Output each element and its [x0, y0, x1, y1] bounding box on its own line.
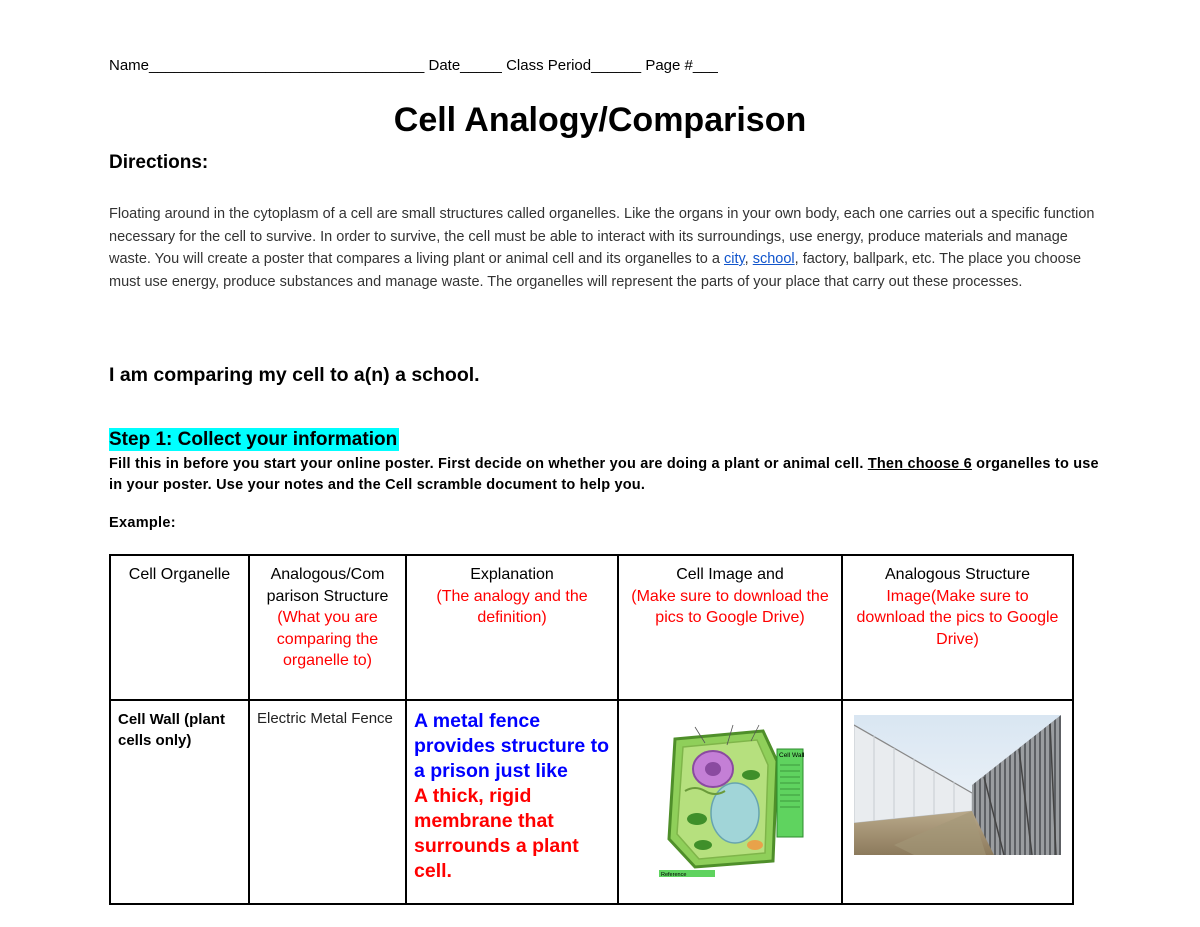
- city-link[interactable]: city: [723, 251, 745, 267]
- step-1-title: Step 1: Collect your information: [109, 429, 398, 450]
- organelle-name: Cell Wall (plant cells only): [118, 711, 225, 749]
- name-field-label: Name_________________________________: [109, 57, 425, 74]
- example-label: Example:: [109, 515, 176, 531]
- header-cell-analogous-image: [842, 555, 1073, 700]
- analogous-image-cell: [842, 700, 1073, 904]
- step-1-instructions: [109, 454, 1099, 496]
- header-note: (Make sure to download the pics to Google Drive): [631, 587, 829, 626]
- student-info-line: [109, 57, 718, 74]
- header-title: Cell Organelle: [128, 566, 231, 583]
- plant-cell-image: [655, 721, 805, 879]
- header-note: Image(Make sure to download the pics to Google Drive): [856, 587, 1059, 648]
- header-title: Cell Image and: [676, 566, 784, 583]
- header-cell-cell-image: [618, 555, 842, 700]
- cell-image-label: Cell Wall: [779, 752, 805, 759]
- directions-separator: ,: [744, 251, 753, 267]
- header-title: Analogous Structure: [885, 566, 1030, 583]
- directions-paragraph: [109, 203, 1099, 293]
- explanation-analogy: A metal fence provides structure to a prison just like: [414, 710, 610, 782]
- analog-cell: [249, 700, 406, 904]
- date-field-label: Date_____: [428, 57, 502, 74]
- comparison-statement: I am comparing my cell to a(n) a school.: [109, 364, 480, 386]
- step-1-text-part-2: organelles to use in your poster. Use your notes and the Cell scramble document to help you.: [109, 456, 1099, 493]
- header-note: (What you are comparing the organelle to): [276, 609, 379, 669]
- analog-name: Electric Metal Fence: [257, 710, 393, 727]
- header-note: (The analogy and the definition): [436, 587, 588, 626]
- step-1-text-part-1: Fill this in before you start your online poster. First decide on whether you are doing a plant or animal cell.: [109, 456, 868, 472]
- header-cell-explanation: [406, 555, 618, 700]
- page-number-label: Page #___: [645, 57, 718, 74]
- directions-heading: Directions:: [109, 152, 209, 173]
- explanation-definition: A thick, rigid membrane that surrounds a plant cell.: [414, 785, 579, 882]
- table-header-row: [110, 555, 1073, 700]
- organelle-table: [109, 554, 1074, 905]
- header-title: Analogous/Com parison Structure: [266, 566, 389, 605]
- metal-fence-image: [854, 715, 1061, 855]
- cell-image-cell: [618, 700, 842, 904]
- header-cell-organelle: [110, 555, 249, 700]
- organelle-cell: [110, 700, 249, 904]
- cell-image-caption: Reference: [661, 872, 687, 878]
- school-link[interactable]: school: [752, 251, 795, 267]
- explanation-cell: [406, 700, 618, 904]
- table-row: [110, 700, 1073, 904]
- directions-text-part-2: , factory, ballpark, etc. The place you choose must use energy, produce substances and manage waste. The organelles will represent the parts of your place that carry out these processes.: [109, 251, 1082, 290]
- header-cell-analogous-structure: [249, 555, 406, 700]
- page-title: Cell Analogy/Comparison: [393, 101, 807, 139]
- class-period-label: Class Period______: [506, 57, 642, 74]
- step-1-underlined-text: Then choose 6: [867, 456, 972, 472]
- directions-text-part-1: Floating around in the cytoplasm of a cell are small structures called organelles. Like the organs in your own body, each one carries out a specific function necessary for the cell to survive. In order to survive, the cell must be able to interact with its surroundings, use energy, produce materials and manage waste. You will create a poster that compares a living plant or animal cell and its organelles to a: [109, 206, 1095, 267]
- header-title: Explanation: [470, 566, 554, 583]
